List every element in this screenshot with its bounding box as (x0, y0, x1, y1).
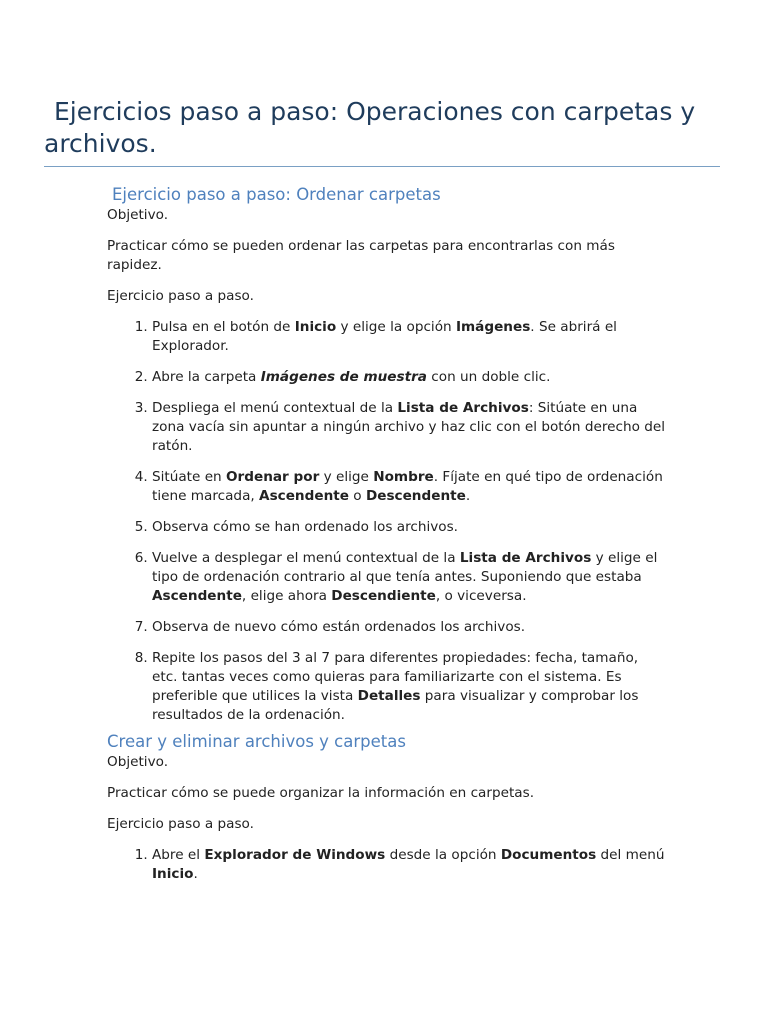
step-bold: Imágenes (455, 319, 531, 335)
document-body (107, 184, 667, 890)
step-text: o (348, 488, 366, 504)
step-text: : Sitúate en una zona vacía sin apuntar a ningún archivo y haz clic con el botón derecho del ratón. (152, 400, 666, 454)
step-text: Repite los pasos del 3 al 7 para diferentes propiedades: fecha, tamaño, etc. tantas veces como quieras para familiarizarte con el sistema. Es preferible que utilices la vista (152, 650, 639, 704)
step-text: . Fíjate en qué tipo de ordenación tiene marcada, (152, 469, 663, 504)
page-title: Ejercicios paso a paso: Operaciones con carpetas y archivos. (44, 97, 696, 158)
step-bold: Inicio (152, 866, 194, 882)
step-text: Abre la carpeta (152, 369, 261, 385)
step-text: del menú (596, 847, 665, 863)
step-bold: Descendente (365, 488, 466, 504)
step-item (152, 649, 667, 725)
step-item (152, 618, 667, 637)
pasos-label: Ejercicio paso a paso. (107, 816, 254, 832)
step-text: Pulsa en el botón de (152, 319, 295, 335)
step-text: para visualizar y comprobar los resultados de la ordenación. (152, 688, 639, 723)
step-bold: Detalles (357, 688, 421, 704)
step-bold: Ordenar por (226, 469, 320, 485)
step-bold: Lista de Archivos (459, 550, 592, 566)
step-bold: Ascendente (259, 488, 349, 504)
step-bold: Ascendente (152, 588, 242, 604)
step-text: . (465, 488, 471, 504)
step-text: Abre el (152, 847, 205, 863)
objetivo-text: Practicar cómo se pueden ordenar las carpetas para encontrarlas con más rapidez. (107, 238, 615, 273)
step-text: . Se abrirá el Explorador. (152, 319, 617, 354)
step-text: Sitúate en (152, 469, 226, 485)
step-item (152, 399, 667, 456)
step-item (152, 318, 667, 356)
step-bold: Inicio (294, 319, 337, 335)
step-text: y elige el tipo de ordenación contrario al que tenía antes. Suponiendo que estaba (152, 550, 658, 585)
step-text: Observa de nuevo cómo están ordenados los archivos. (152, 619, 526, 635)
objetivo-label: Objetivo. (107, 754, 169, 770)
step-item (152, 368, 667, 387)
step-bold: Descendiente (331, 588, 436, 604)
step-text: Despliega el menú contextual de la (152, 400, 398, 416)
step-item (152, 468, 667, 506)
step-text: . (193, 866, 198, 882)
steps-list-ordenar (107, 318, 667, 725)
section-heading-ordenar-carpetas: Ejercicio paso a paso: Ordenar carpetas (112, 185, 441, 204)
step-bold: Explorador de Windows (204, 847, 386, 863)
step-bold: Lista de Archivos (397, 400, 529, 416)
step-text: , elige ahora (241, 588, 332, 604)
step-bold-italic: Imágenes de muestra (260, 369, 427, 385)
step-bold: Documentos (500, 847, 597, 863)
step-text: y elige la opción (336, 319, 456, 335)
step-text: , o viceversa. (435, 588, 527, 604)
pasos-label: Ejercicio paso a paso. (107, 288, 254, 304)
step-item (152, 549, 667, 606)
objetivo-text: Practicar cómo se puede organizar la información en carpetas. (107, 785, 535, 801)
step-text: desde la opción (385, 847, 501, 863)
step-item (152, 518, 667, 537)
title-divider (44, 166, 720, 167)
step-bold: Nombre (373, 469, 434, 485)
steps-list-crear (107, 846, 667, 884)
step-text: con un doble clic. (426, 369, 551, 385)
step-item (152, 846, 667, 884)
step-text: Vuelve a desplegar el menú contextual de la (152, 550, 460, 566)
step-text: y elige (319, 469, 374, 485)
section-heading-crear-eliminar: Crear y eliminar archivos y carpetas (107, 732, 406, 751)
step-text: Observa cómo se han ordenado los archivos. (152, 519, 458, 535)
objetivo-label: Objetivo. (107, 207, 169, 223)
